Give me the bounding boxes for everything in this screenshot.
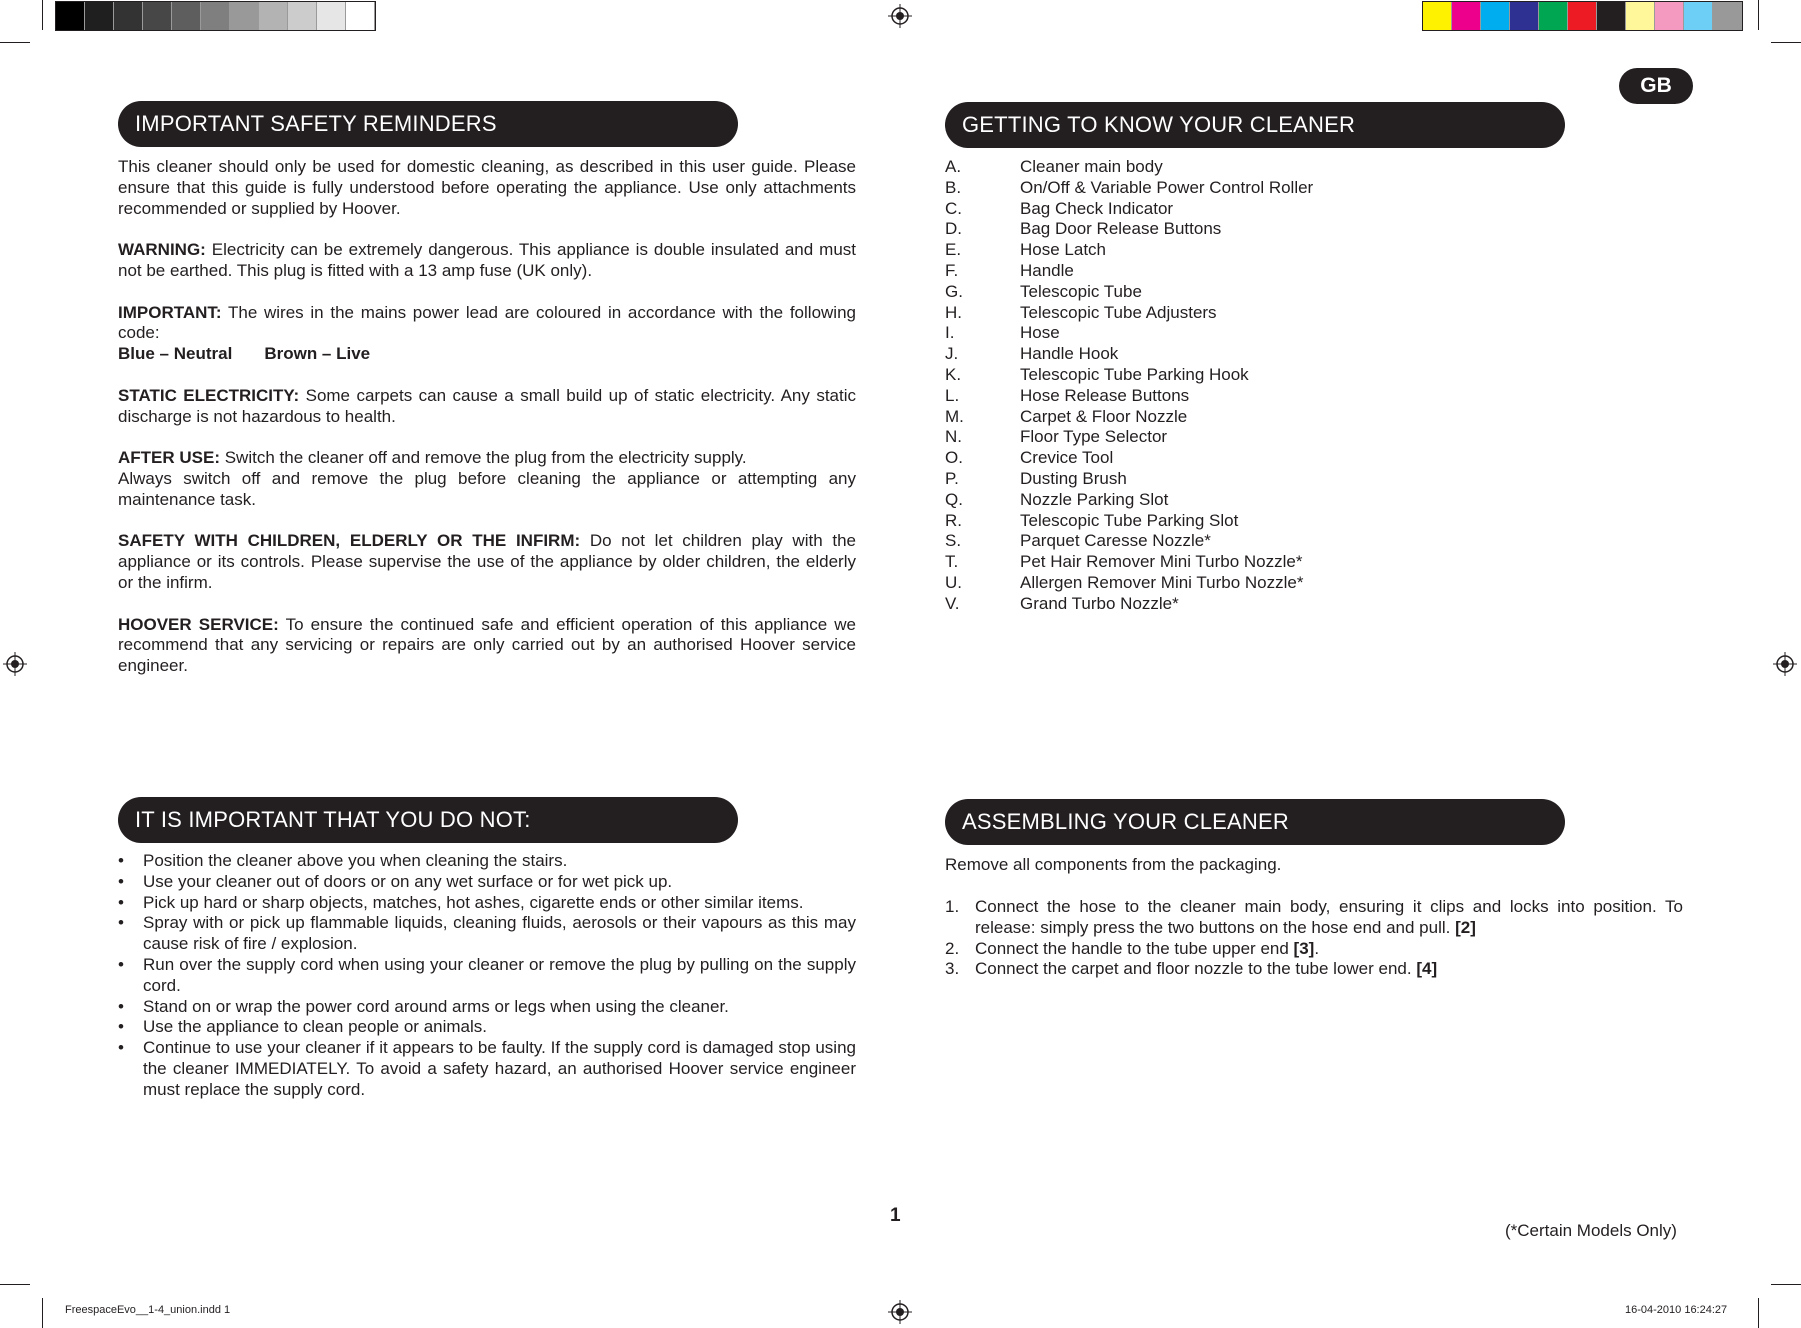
static-text: Some carpets can cause a small build up of static electricity. Any static discharge is not hazardous to health.: [118, 385, 856, 426]
part-name: Telescopic Tube Parking Slot: [1020, 510, 1239, 530]
list-item-text: Stand on or wrap the power cord around arms or legs when using the cleaner.: [143, 996, 729, 1016]
part-name: Nozzle Parking Slot: [1020, 489, 1169, 509]
wire-colours: [118, 344, 856, 365]
slug-timestamp: 16-04-2010 16:24:27: [1625, 1304, 1728, 1316]
wire-brown: Brown – Live: [264, 344, 371, 364]
list-item: [118, 851, 856, 872]
list-item-text: Position the cleaner above you when cleaning the stairs.: [143, 851, 568, 870]
step-number: 1.: [945, 897, 960, 916]
parts-list: [945, 157, 1465, 615]
part-item: [945, 531, 1465, 552]
crop-mark: [1758, 1298, 1759, 1328]
part-name: Telescopic Tube Adjusters: [1020, 302, 1217, 322]
part-name: Bag Check Indicator: [1020, 198, 1174, 218]
color-swatch: [85, 2, 114, 30]
part-letter: I.: [945, 323, 955, 343]
part-name: Cleaner main body: [1020, 157, 1163, 176]
assembling-intro: Remove all components from the packaging.: [945, 855, 1282, 874]
part-name: Telescopic Tube: [1020, 281, 1142, 301]
list-item-text: Continue to use your cleaner if it appears to be faulty. If the supply cord is damaged stop using the cleaner IMMEDIATELY. To avoid a safety hazard, an authorised Hoover service engineer must replace the supply cord.: [143, 1038, 856, 1099]
part-item: [945, 157, 1465, 178]
assembly-step: [945, 897, 1683, 939]
crop-mark: [42, 0, 43, 30]
part-item: [945, 386, 1465, 407]
part-name: Hose Release Buttons: [1020, 385, 1190, 405]
color-swatch: [1655, 2, 1684, 30]
after-use-label: AFTER USE:: [118, 448, 220, 468]
crop-mark: [42, 1298, 43, 1328]
part-letter: H.: [945, 302, 962, 322]
part-name: Telescopic Tube Parking Hook: [1020, 364, 1249, 384]
part-letter: A.: [945, 157, 962, 176]
step-text: Connect the hose to the cleaner main body, ensuring it clips and locks into position. To release: simply press the two buttons on the hose end and pull.: [975, 897, 1683, 937]
service-label: HOOVER SERVICE:: [118, 614, 279, 634]
part-item: [945, 594, 1465, 615]
bullet-icon: •: [118, 996, 124, 1016]
part-letter: D.: [945, 219, 962, 239]
language-badge: GB: [1619, 68, 1693, 104]
part-name: Crevice Tool: [1020, 448, 1114, 468]
list-item: [118, 872, 856, 893]
bullet-icon: •: [118, 954, 124, 974]
color-swatch: [1452, 2, 1481, 30]
color-swatch: [172, 2, 201, 30]
bullet-icon: •: [118, 892, 124, 912]
crop-mark: [1758, 0, 1759, 30]
part-letter: P.: [945, 468, 959, 488]
bullet-icon: •: [118, 871, 124, 891]
color-swatch: [56, 2, 85, 30]
color-swatch: [1597, 2, 1626, 30]
children-paragraph: [118, 531, 856, 593]
assembly-step: [945, 939, 1683, 960]
part-item: [945, 344, 1465, 365]
registration-mark-icon: [888, 1300, 912, 1324]
part-letter: E.: [945, 240, 962, 260]
registration-mark-icon: [3, 652, 27, 676]
step-number: 2.: [945, 938, 960, 958]
part-letter: V.: [945, 593, 960, 613]
part-letter: N.: [945, 427, 962, 447]
part-letter: K.: [945, 364, 962, 384]
important-label: IMPORTANT:: [118, 302, 222, 322]
after-use-paragraph: [118, 448, 856, 469]
part-name: Hose Latch: [1020, 240, 1106, 260]
figure-reference: [2]: [1455, 917, 1476, 937]
part-name: Grand Turbo Nozzle*: [1020, 593, 1179, 613]
important-text: The wires in the mains power lead are coloured in accordance with the following code:: [118, 302, 856, 343]
part-letter: J.: [945, 344, 959, 364]
list-item: [118, 893, 856, 914]
color-swatch: [1481, 2, 1510, 30]
list-item: [118, 913, 856, 955]
list-item-text: Use the appliance to clean people or animals.: [143, 1017, 487, 1037]
list-item: [118, 1038, 856, 1100]
step-number: 3.: [945, 959, 960, 979]
part-letter: T.: [945, 552, 959, 572]
part-item: [945, 490, 1465, 511]
part-item: [945, 282, 1465, 303]
assembling-header: ASSEMBLING YOUR CLEANER: [945, 799, 1565, 845]
part-name: Pet Hair Remover Mini Turbo Nozzle*: [1020, 552, 1303, 572]
color-swatch: [230, 2, 259, 30]
part-letter: R.: [945, 510, 962, 530]
part-item: [945, 261, 1465, 282]
registration-mark-icon: [1773, 652, 1797, 676]
color-swatch: [1713, 2, 1742, 30]
intro-paragraph: This cleaner should only be used for domestic cleaning, as described in this user guide. Please ensure that this guide is fully understood before operating the appliance. Use only attachments recommended or supplied by Hoover.: [118, 157, 856, 218]
part-letter: O.: [945, 448, 963, 468]
part-letter: C.: [945, 198, 962, 218]
part-letter: F.: [945, 260, 959, 280]
part-letter: Q.: [945, 489, 963, 509]
part-item: [945, 219, 1465, 240]
children-text: Do not let children play with the appliance or its controls. Please supervise the use of the appliance by older children, the elderly or the infirm.: [118, 531, 856, 592]
part-item: [945, 511, 1465, 532]
color-swatch: [346, 2, 375, 30]
color-swatch: [143, 2, 172, 30]
part-name: Floor Type Selector: [1020, 427, 1168, 447]
part-name: Handle: [1020, 260, 1074, 280]
list-item-text: Use your cleaner out of doors or on any wet surface or for wet pick up.: [143, 871, 673, 891]
color-swatch: [1626, 2, 1655, 30]
service-paragraph: [118, 615, 856, 677]
part-name: Parquet Caresse Nozzle*: [1020, 531, 1211, 551]
footnote: (*Certain Models Only): [1505, 1221, 1677, 1240]
do-not-list: [118, 851, 856, 1101]
part-item: [945, 469, 1465, 490]
list-item-text: Pick up hard or sharp objects, matches, hot ashes, cigarette ends or other similar items.: [143, 892, 804, 912]
part-name: On/Off & Variable Power Control Roller: [1020, 177, 1314, 197]
color-swatch: [259, 2, 288, 30]
static-paragraph: [118, 386, 856, 428]
part-letter: L.: [945, 385, 960, 405]
bullet-icon: •: [118, 1017, 124, 1037]
part-item: [945, 303, 1465, 324]
part-item: [945, 240, 1465, 261]
crop-mark: [0, 1284, 30, 1285]
important-paragraph: [118, 303, 856, 345]
figure-reference: [3]: [1293, 938, 1315, 958]
color-swatch: [1568, 2, 1597, 30]
list-item: [118, 997, 856, 1018]
part-item: [945, 407, 1465, 428]
registration-mark-icon: [888, 4, 912, 28]
list-item: [118, 1017, 856, 1038]
slug-filename: FreespaceEvo__1-4_union.indd 1: [65, 1304, 231, 1316]
part-name: Dusting Brush: [1020, 468, 1127, 488]
bullet-icon: •: [118, 1038, 124, 1058]
part-letter: G.: [945, 281, 963, 301]
crop-mark: [1771, 1284, 1801, 1285]
step-tail: .: [1314, 938, 1320, 958]
part-item: [945, 573, 1465, 594]
assembly-steps: [945, 897, 1683, 980]
warning-text: Electricity can be extremely dangerous. This appliance is double insulated and must not be earthed. This plug is fitted with a 13 amp fuse (UK only).: [118, 240, 856, 280]
bullet-icon: •: [118, 913, 124, 933]
color-swatch: [201, 2, 230, 30]
crop-mark: [0, 42, 30, 43]
part-name: Hose: [1020, 323, 1060, 343]
color-swatch: [1423, 2, 1452, 30]
part-item: [945, 552, 1465, 573]
crop-mark: [1771, 42, 1801, 43]
static-label: STATIC ELECTRICITY:: [118, 385, 300, 405]
wire-blue: Blue – Neutral: [118, 344, 233, 364]
part-name: Handle Hook: [1020, 344, 1119, 364]
color-swatch: [1539, 2, 1568, 30]
color-swatch: [317, 2, 346, 30]
children-label: SAFETY WITH CHILDREN, ELDERLY OR THE INFIRM:: [118, 531, 581, 551]
part-name: Allergen Remover Mini Turbo Nozzle*: [1020, 572, 1304, 592]
color-swatch: [1684, 2, 1713, 30]
after-use-text: Switch the cleaner off and remove the plug from the electricity supply.: [220, 448, 747, 468]
part-item: [945, 365, 1465, 386]
process-color-bar: [1422, 1, 1743, 31]
list-item-text: Run over the supply cord when using your cleaner or remove the plug by pulling on the supply cord.: [143, 954, 856, 995]
part-letter: B.: [945, 177, 962, 197]
part-letter: U.: [945, 572, 962, 592]
part-name: Bag Door Release Buttons: [1020, 219, 1222, 239]
bullet-icon: •: [118, 851, 124, 870]
list-item-text: Spray with or pick up flammable liquids, cleaning fluids, aerosols or their vapours as this may cause risk of fire / explosion.: [143, 913, 856, 954]
color-swatch: [288, 2, 317, 30]
grayscale-color-bar: [55, 1, 376, 31]
part-item: [945, 323, 1465, 344]
step-text: Connect the carpet and floor nozzle to the tube lower end.: [975, 959, 1417, 979]
part-item: [945, 199, 1465, 220]
do-not-header: IT IS IMPORTANT THAT YOU DO NOT:: [118, 797, 738, 843]
assembly-step: [945, 959, 1683, 980]
safety-reminders-header: IMPORTANT SAFETY REMINDERS: [118, 101, 738, 147]
service-text: To ensure the continued safe and efficient operation of this appliance we recommend that any servicing or repairs are only carried out by an authorised Hoover service engineer.: [118, 614, 857, 676]
part-item: [945, 178, 1465, 199]
part-letter: S.: [945, 531, 962, 551]
color-swatch: [114, 2, 143, 30]
color-swatch: [1510, 2, 1539, 30]
part-name: Carpet & Floor Nozzle: [1020, 406, 1188, 426]
getting-to-know-header: GETTING TO KNOW YOUR CLEANER: [945, 102, 1565, 148]
part-letter: M.: [945, 406, 964, 426]
part-item: [945, 448, 1465, 469]
after-use-paragraph-2: Always switch off and remove the plug before cleaning the appliance or attempting any maintenance task.: [118, 468, 856, 509]
warning-label: WARNING:: [118, 240, 206, 260]
figure-reference: [4]: [1416, 959, 1438, 979]
safety-reminders-body: [118, 157, 856, 698]
step-text: Connect the handle to the tube upper end: [975, 938, 1294, 958]
warning-paragraph: [118, 240, 856, 282]
page-number: 1: [890, 1205, 901, 1226]
part-item: [945, 427, 1465, 448]
list-item: [118, 955, 856, 997]
